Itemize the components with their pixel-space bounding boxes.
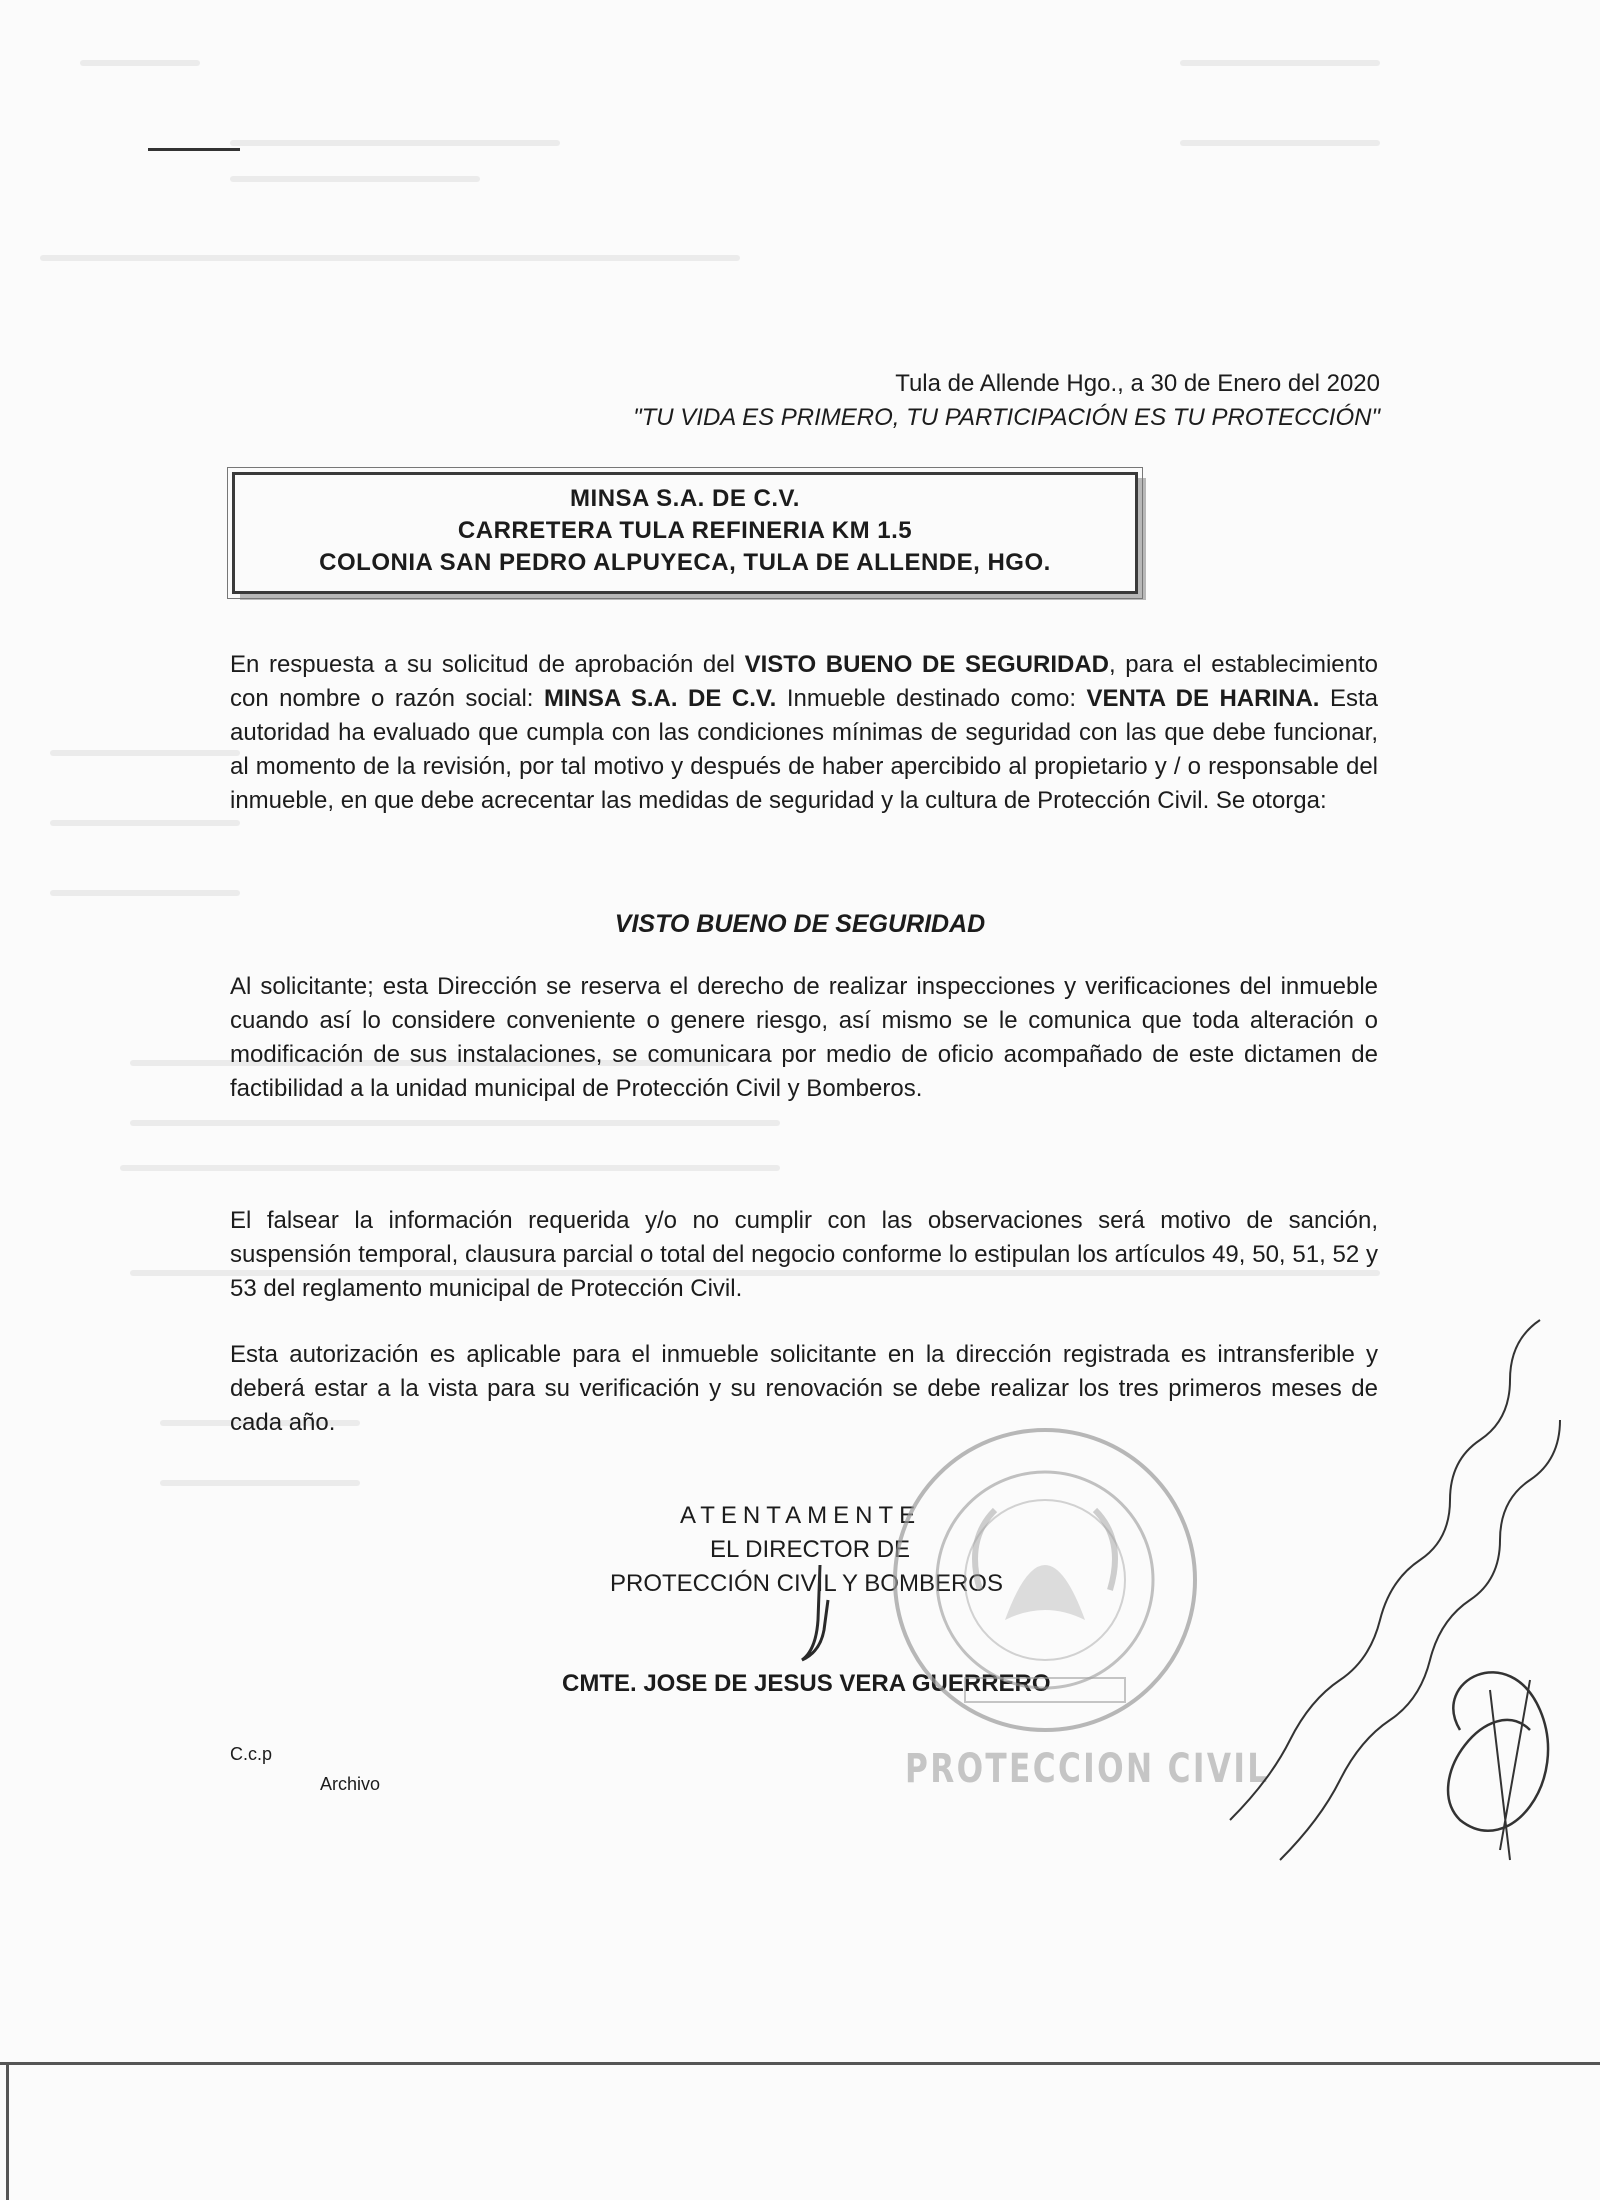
section-heading: VISTO BUENO DE SEGURIDAD [614, 910, 986, 938]
signer-name: CMTE. JOSE DE JESUS VERA GUERRERO [562, 1670, 1051, 1697]
stamp-caption: PROTECCION CIVIL [905, 1746, 1270, 1792]
ghost-mark [160, 1480, 360, 1486]
carbon-copy-label: C.c.p [230, 1744, 273, 1764]
company-street: CARRETERA TULA REFINERIA KM 1.5 [457, 517, 913, 544]
sanctions-paragraph: El falsear la información requerida y/o no cumplir con las observaciones será motivo de sanción, suspensión temporal, clausura parcial o total del negocio conforme lo estipulan los artículos 49, 50, 51, 52 y 53 del reglamento municipal de Protección Civil. [230, 1207, 1378, 1302]
ghost-mark [130, 1120, 780, 1126]
intro-paragraph [230, 648, 1378, 818]
ghost-mark [1180, 60, 1380, 66]
text-run: Esta autoridad ha evaluado que cumpla con las condiciones mínimas de seguridad con las que debe funcionar, al momento de la revisión, por tal motivo y después de haber apercibido al propietario y / o responsable del inmueble, en que debe acrecentar las medidas de seguridad y la cultura de Protección Civil. Se otorga: [230, 685, 1378, 814]
ghost-mark [50, 750, 240, 756]
director-title-1: EL DIRECTOR DE [710, 1536, 911, 1563]
text-run-bold: MINSA S.A. DE C.V. [543, 685, 777, 712]
official-seal-stamp [885, 1420, 1205, 1740]
ghost-mark [120, 1165, 780, 1171]
ghost-mark [230, 176, 480, 182]
scan-edge-line [6, 2062, 9, 2200]
text-run-bold: VENTA DE HARINA. [1086, 685, 1320, 712]
motto: "TU VIDA ES PRIMERO, TU PARTICIPACIÓN ES TU PROTECCIÓN" [633, 404, 1380, 431]
carbon-copy-recipient: Archivo [320, 1774, 381, 1794]
director-signature [790, 1560, 860, 1670]
ghost-mark [50, 890, 240, 896]
address-box [232, 472, 1138, 594]
text-run-bold: VISTO BUENO DE SEGURIDAD [744, 651, 1110, 678]
validity-paragraph: Esta autorización es aplicable para el inmueble solicitante en la dirección registrada es intransferible y deberá estar a la vista para su verificación y su renovación se debe realizar los tres primeros meses de cada año. [230, 1341, 1378, 1436]
closing-salutation: ATENTAMENTE [680, 1502, 922, 1529]
ghost-mark [230, 140, 560, 146]
ghost-mark [40, 255, 740, 261]
text-run: Inmueble destinado como: [776, 685, 1087, 712]
ghost-mark [50, 820, 240, 826]
handwritten-receipt-note [1210, 1260, 1590, 1880]
director-title-2: PROTECCIÓN CIVIL Y BOMBEROS [610, 1570, 1003, 1597]
company-colony: COLONIA SAN PEDRO ALPUYECA, TULA DE ALLENDE, HGO. [319, 549, 1051, 576]
date-line: Tula de Allende Hgo., a 30 de Enero del 2020 [895, 370, 1380, 397]
rights-paragraph: Al solicitante; esta Dirección se reserva el derecho de realizar inspecciones y verificaciones del inmueble cuando así lo considere conveniente o genere riesgo, así mismo se le comunica que toda alteración o modificación de sus instalaciones, se comunicara por medio de oficio acompañado de este dictamen de factibilidad a la unidad municipal de Protección Civil y Bomberos. [230, 973, 1378, 1102]
scan-dash-mark [148, 148, 240, 151]
company-name: MINSA S.A. DE C.V. [570, 485, 800, 512]
ghost-mark [80, 60, 200, 66]
text-run: , para el establecimiento con nombre o razón social: [230, 651, 1378, 712]
text-run: En respuesta a su solicitud de aprobación del [230, 651, 745, 678]
ghost-mark [1180, 140, 1380, 146]
scan-edge-line [0, 2062, 1600, 2065]
